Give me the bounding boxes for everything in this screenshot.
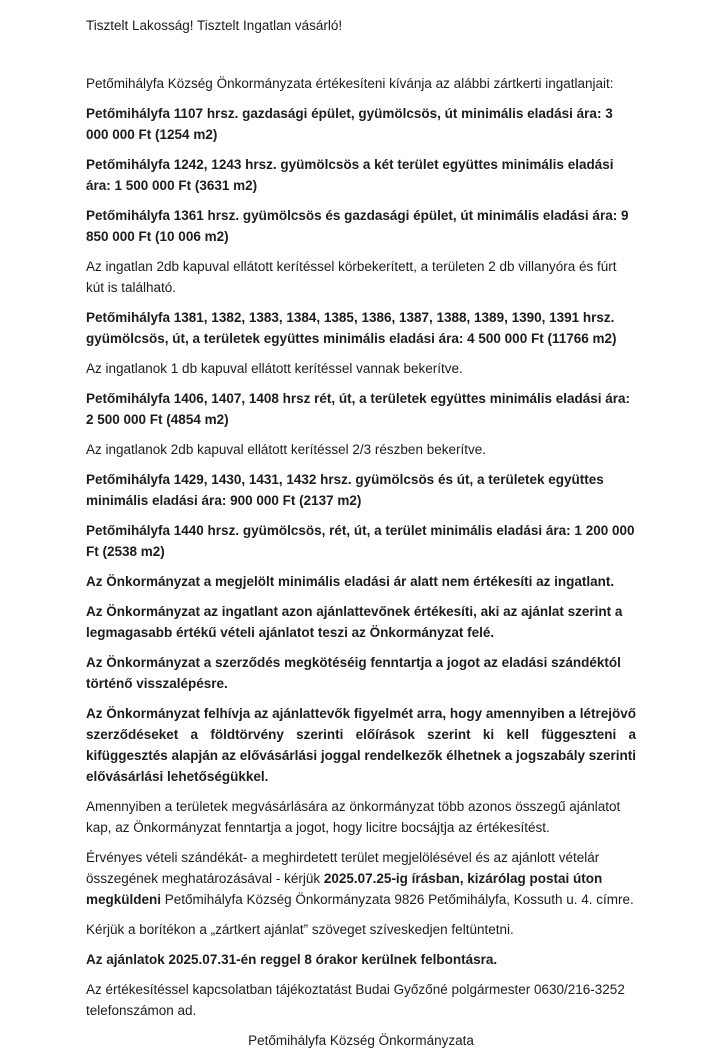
text-run: Az Önkormányzat a szerződés megkötéséig fenntartja a jogot az eladási szándéktól történő visszalépésre. bbox=[86, 655, 621, 691]
signature: Petőmihályfa Község Önkormányzata bbox=[248, 1033, 474, 1048]
rule-auction bbox=[86, 796, 636, 838]
contact-info bbox=[86, 979, 636, 1021]
note-fence-1406 bbox=[86, 439, 636, 460]
text-run: Érvényes vételi szándékát- a meghirdetett terület megjelölésével és az ajánlott vételár összegének meghatározásával - kérjük bbox=[86, 850, 600, 886]
rule-preemption bbox=[86, 703, 636, 787]
text-run: Petőmihályfa 1107 hrsz. gazdasági épület, gyümölcsös, út minimális eladási ára: 3 000 000 Ft (1254 m2) bbox=[86, 106, 613, 142]
listing-1429-1432 bbox=[86, 469, 636, 511]
note-fence-1381 bbox=[86, 358, 636, 379]
text-run: Amennyiben a területek megvásárlására az önkormányzat több azonos összegű ajánlatot kap, az Önkormányzat fenntartja a jogot, hogy licitre bocsájtja az értékesítést. bbox=[86, 799, 621, 835]
document-body bbox=[86, 73, 636, 1021]
text-run: Az ingatlanok 2db kapuval ellátott kerítéssel 2/3 részben bekerítve. bbox=[86, 442, 486, 457]
listing-1406-1408 bbox=[86, 388, 636, 430]
listing-1107 bbox=[86, 103, 636, 145]
text-run: Petőmihályfa 1406, 1407, 1408 hrsz rét, út, a területek együttes minimális eladási ára: 2 500 000 Ft (4854 m2) bbox=[86, 391, 631, 427]
text-run: Petőmihályfa Község Önkormányzata értékesíteni kívánja az alábbi zártkerti ingatlanjait: bbox=[86, 76, 614, 91]
text-run: Petőmihályfa 1440 hrsz. gyümölcsös, rét, út, a terület minimális eladási ára: 1 200 000 Ft (2538 m2) bbox=[86, 523, 635, 559]
envelope-note bbox=[86, 919, 636, 940]
intro-paragraph bbox=[86, 73, 636, 94]
listing-1242-1243 bbox=[86, 154, 636, 196]
text-run: 2025.07.25-ig írásban, kizárólag postai úton megküldeni bbox=[86, 871, 603, 907]
submission-instructions bbox=[86, 847, 636, 910]
text-run: Az Önkormányzat a megjelölt minimális eladási ár alatt nem értékesíti az ingatlant. bbox=[86, 574, 615, 589]
opening-date bbox=[86, 949, 636, 970]
note-fence-1361 bbox=[86, 256, 636, 298]
text-run: Az Önkormányzat az ingatlant azon ajánlattevőnek értékesíti, aki az ajánlat szerint a legmagasabb értékű vételi ajánlatot teszi az Önkormányzat felé. bbox=[86, 604, 623, 640]
listing-1361 bbox=[86, 205, 636, 247]
text-run: Petőmihályfa Község Önkormányzata 9826 Petőmihályfa, Kossuth u. 4. címre. bbox=[161, 892, 634, 907]
rule-withdrawal bbox=[86, 652, 636, 694]
text-run: Az ingatlanok 1 db kapuval ellátott kerítéssel vannak bekerítve. bbox=[86, 361, 463, 376]
text-run: Petőmihályfa 1429, 1430, 1431, 1432 hrsz. gyümölcsös és út, a területek együttes minimális eladási ára: 900 000 Ft (2137 m2) bbox=[86, 472, 604, 508]
text-run: Petőmihályfa 1242, 1243 hrsz. gyümölcsös a két terület együttes minimális eladási ára: 1 500 000 Ft (3631 m2) bbox=[86, 157, 614, 193]
listing-1381-1391 bbox=[86, 307, 636, 349]
text-run: Az ingatlan 2db kapuval ellátott kerítéssel körbekerített, a területen 2 db villanyóra és fúrt kút is található. bbox=[86, 259, 617, 295]
text-run: Az ajánlatok 2025.07.31-én reggel 8 órakor kerülnek felbontásra. bbox=[86, 952, 498, 967]
text-run: Az értékesítéssel kapcsolatban tájékoztatást Budai Győzőné polgármester 0630/216-3252 telefonszámon ad. bbox=[86, 982, 625, 1018]
text-run: Petőmihályfa 1381, 1382, 1383, 1384, 1385, 1386, 1387, 1388, 1389, 1390, 1391 hrsz. gyümölcsös, út, a területek együttes minimális eladási ára: 4 500 000 Ft (11766 m2) bbox=[86, 310, 617, 346]
salutation: Tisztelt Lakosság! Tisztelt Ingatlan vásárló! bbox=[86, 18, 343, 33]
rule-highest-bid bbox=[86, 601, 636, 643]
text-run: Kérjük a borítékon a „zártkert ajánlat” szöveget szíveskedjen feltüntetni. bbox=[86, 922, 514, 937]
text-run: Petőmihályfa 1361 hrsz. gyümölcsös és gazdasági épület, út minimális eladási ára: 9 850 000 Ft (10 006 m2) bbox=[86, 208, 629, 244]
listing-1440 bbox=[86, 520, 636, 562]
text-run: Az Önkormányzat felhívja az ajánlattevők figyelmét arra, hogy amennyiben a létrejövő szerződéseket a földtörvény szerinti előírások szerint ki kell függeszteni a kifüggesztés alapján az elővásárlási joggal rendelkezők élhetnek a jogszabály szerinti elővásárlási lehetőségükkel. bbox=[86, 706, 636, 784]
rule-minimum-price bbox=[86, 571, 636, 592]
